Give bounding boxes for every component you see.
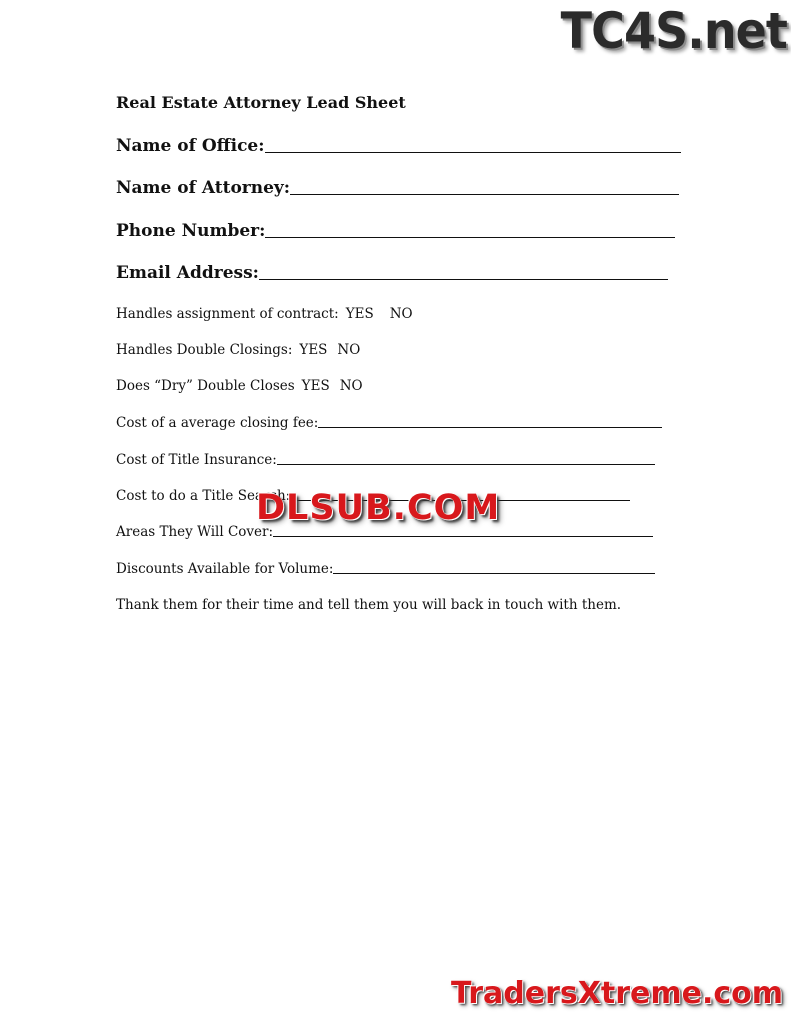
field-label: Name of Attorney: — [116, 178, 291, 198]
no-option: NO — [389, 306, 413, 322]
field-label: Areas They Will Cover: — [116, 524, 274, 540]
field-label: Phone Number: — [116, 221, 266, 241]
fill-in-line — [333, 573, 655, 574]
field-average-closing-fee — [116, 415, 662, 431]
field-name-of-attorney — [116, 178, 679, 198]
fill-in-line — [265, 152, 681, 153]
fill-in-line — [265, 237, 675, 238]
field-label: Cost of a average closing fee: — [116, 415, 319, 431]
fill-in-line — [273, 536, 653, 537]
no-option: NO — [337, 342, 361, 358]
field-phone-number — [116, 221, 675, 241]
field-volume-discounts — [116, 561, 655, 577]
question-label: Handles assignment of contract: — [116, 306, 339, 322]
no-option: NO — [339, 378, 363, 394]
field-name-of-office — [116, 136, 681, 156]
fill-in-line — [277, 464, 655, 465]
field-label: Email Address: — [116, 263, 259, 283]
fill-in-line — [290, 194, 679, 195]
dlsub-watermark: DLSUB.COM — [256, 488, 501, 528]
fill-in-line — [259, 279, 668, 280]
fill-in-line — [318, 427, 662, 428]
field-label: Cost of Title Insurance: — [116, 452, 277, 468]
question-dry-double-closes — [116, 378, 363, 394]
question-label: Does “Dry” Double Closes — [116, 378, 295, 394]
field-label: Cost to do a Title Search: — [116, 488, 291, 504]
question-double-closings — [116, 342, 360, 358]
question-assignment-of-contract — [116, 306, 413, 322]
field-title-insurance — [116, 452, 655, 468]
question-label: Handles Double Closings: — [116, 342, 293, 358]
yes-option: YES — [301, 378, 330, 394]
tradersxtreme-watermark: TradersXtreme.com — [451, 976, 783, 1011]
field-label: Discounts Available for Volume: — [116, 561, 334, 577]
closing-note: Thank them for their time and tell them you will back in touch with them. — [116, 597, 622, 613]
document-title: Real Estate Attorney Lead Sheet — [116, 93, 406, 112]
field-label: Name of Office: — [116, 136, 265, 156]
tc4s-watermark: TC4S.net — [560, 2, 787, 60]
yes-option: YES — [299, 342, 328, 358]
field-email-address — [116, 263, 668, 283]
yes-option: YES — [345, 306, 374, 322]
